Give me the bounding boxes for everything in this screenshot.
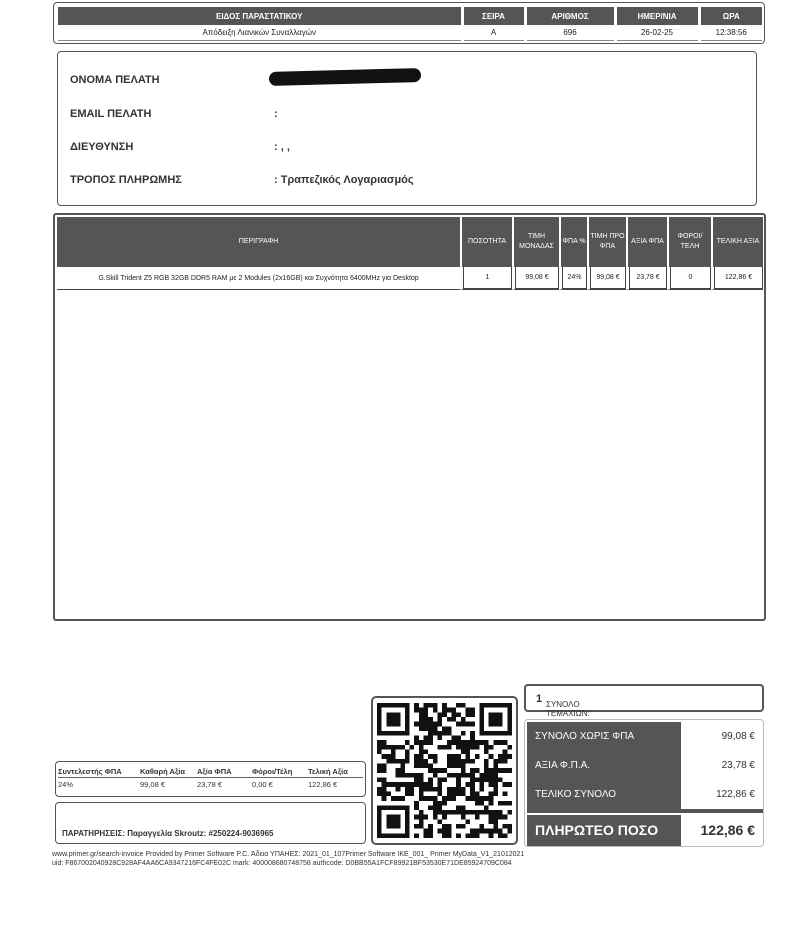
notes-box (55, 802, 366, 844)
vat-value-header: Αξία ΦΠΑ (197, 767, 232, 776)
item-price-before-vat: 99,08 € (590, 267, 626, 289)
customer-email-value: : (274, 108, 278, 120)
date-value: 26-02-25 (615, 25, 699, 40)
col-price-before-vat: ΤΙΜΗ ΠΡΟ ΦΠΑ (587, 217, 626, 267)
item-count-label: ΣΥΝΟΛΟ ΤΕΜΑΧΙΩΝ: (546, 700, 590, 718)
item-vat-amount: 23,78 € (629, 267, 667, 289)
item-count-box (524, 684, 764, 718)
vat-total-row (527, 751, 763, 780)
final-value-header: Τελική Αξία (308, 767, 348, 776)
qr-code-icon (377, 702, 512, 839)
col-description: ΠΕΡΙΓΡΑΦΗ (57, 217, 460, 267)
qr-code-box (371, 696, 518, 845)
net-value: 99,08 € (140, 780, 166, 789)
col-total: ΤΕΛΙΚΗ ΑΞΙΑ (711, 217, 763, 267)
footer-line-1: www.primer.gr/search-invoice Provided by Primer Software P.C. Άδεια ΥΠΑΗΕΣ: 2021_01_107Primer Software IKE_001_ Primer MyData_V1_21012021 (52, 851, 525, 858)
vat-summary-box (55, 761, 366, 797)
date-header: ΗΜΕΡ/ΝΙΑ (615, 7, 699, 25)
taxes-header: Φόροι/Τέλη (252, 767, 293, 776)
customer-address-value: : , , (274, 141, 290, 153)
document-header-table (58, 7, 762, 41)
payable-label: ΠΛΗΡΩΤΕΟ ΠΟΣΟ (527, 815, 681, 846)
vat-divider (58, 777, 363, 778)
payable-value: 122,86 € (700, 822, 755, 838)
payable-row (527, 815, 763, 846)
grand-total-row (527, 780, 763, 809)
customer-name-label: ΟΝΟΜΑ ΠΕΛΑΤΗ (70, 74, 160, 86)
net-total-value: 99,08 € (721, 731, 755, 742)
redacted-customer-name (269, 68, 421, 86)
vat-total-label: ΑΞΙΑ Φ.Π.Α. (527, 751, 681, 780)
item-count-value: 1 (536, 693, 543, 705)
col-vat-percent: ΦΠΑ % (559, 217, 587, 267)
item-unit-price: 99,08 € (515, 267, 559, 289)
notes-text: ΠΑΡΑΤΗΡΗΣΕΙΣ: Παραγγελία Skroutz: #250224-9036965 (62, 829, 274, 838)
net-total-label: ΣΥΝΟΛΟ ΧΩΡΙΣ ΦΠΑ (527, 722, 681, 751)
col-vat-amount: ΑΞΙΑ ΦΠΑ (626, 217, 667, 267)
table-row (57, 267, 763, 290)
vat-value: 23,78 € (197, 780, 223, 789)
document-header-box (53, 2, 765, 44)
grand-total-value: 122,86 € (716, 789, 755, 800)
taxes-value: 0,00 € (252, 780, 273, 789)
net-value-header: Καθαρή Αξία (140, 767, 185, 776)
footer-line-2: uid: F867002040928C928AF4AA6CA9347216FC4FE02C mark: 400008680748758 authcode: D0BB55A1FCF89921BF53530E71DE85924709C084 (52, 860, 512, 867)
items-table (57, 217, 763, 290)
customer-email-label: EMAIL ΠΕΛΑΤΗ (70, 108, 152, 120)
vat-rate-value: 24% (58, 780, 74, 789)
item-vat-percent: 24% (562, 267, 587, 289)
doc-type-header: ΕΙΔΟΣ ΠΑΡΑΣΤΑΤΙΚΟΥ (58, 7, 462, 25)
vat-total-value: 23,78 € (721, 760, 755, 771)
net-total-row (527, 722, 763, 751)
item-taxes-fees: 0 (670, 267, 711, 289)
final-value: 122,86 € (308, 780, 338, 789)
items-table-box (53, 213, 766, 621)
totals-box (524, 719, 764, 847)
customer-info-box (57, 51, 757, 206)
number-header: ΑΡΙΘΜΟΣ (525, 7, 615, 25)
payment-method-label: ΤΡΟΠΟΣ ΠΛΗΡΩΜΗΣ (70, 174, 182, 186)
customer-address-label: ΔΙΕΥΘΥΝΣΗ (70, 141, 134, 153)
series-value: A (462, 25, 525, 40)
time-header: ΩΡΑ (699, 7, 762, 25)
payment-method-value: : Τραπεζικός Λογαριασμός (274, 174, 414, 186)
vat-rate-header: Συντελεστής ΦΠΑ (58, 767, 122, 776)
col-taxes-fees: ΦΟΡΟΙ/ ΤΕΛΗ (667, 217, 711, 267)
grand-total-label: ΤΕΛΙΚΟ ΣΥΝΟΛΟ (527, 780, 681, 809)
col-unit-price: ΤΙΜΗ ΜΟΝΑΔΑΣ (512, 217, 559, 267)
col-quantity: ΠΟΣΟΤΗΤΑ (460, 217, 512, 267)
item-quantity: 1 (463, 267, 512, 289)
number-value: 696 (525, 25, 615, 40)
item-description: G.Skill Trident Z5 RGB 32GB DDR5 RAM με 2 Modules (2x16GB) και Συχνότητα 6400MHz για Desktop (57, 267, 460, 290)
series-header: ΣΕΙΡΑ (462, 7, 525, 25)
totals-divider (527, 809, 763, 813)
time-value: 12:38:56 (699, 25, 762, 40)
doc-type-value: Απόδειξη Λιανικών Συναλλαγών (58, 25, 462, 40)
item-total: 122,86 € (714, 267, 763, 289)
